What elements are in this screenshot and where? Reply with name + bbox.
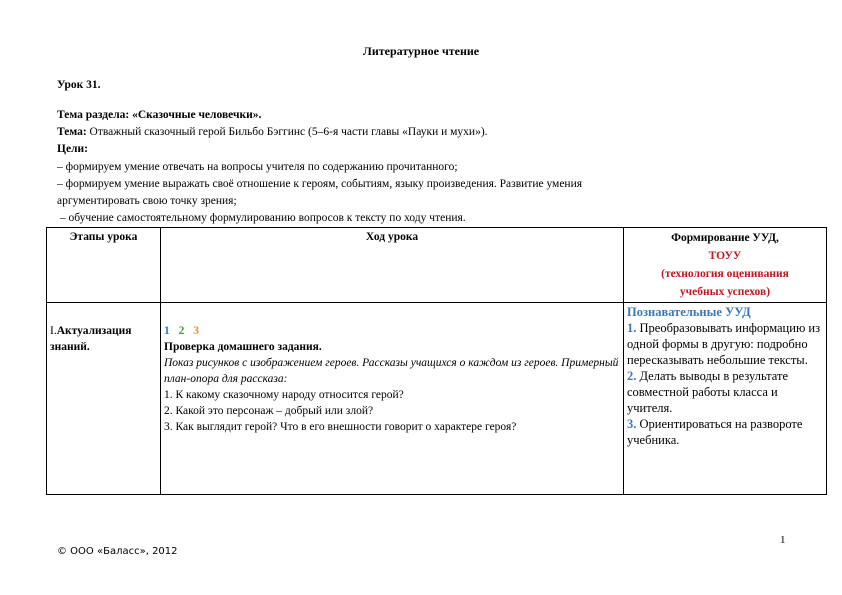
uud-item-number: 2. (627, 369, 637, 383)
header-uud-line3: (технология оценивания (661, 268, 789, 280)
lesson-table (46, 227, 827, 495)
footer-copyright: © ООО «Баласс», 2012 (57, 546, 178, 557)
uud-item (627, 416, 823, 448)
uud-item-number: 3. (627, 417, 637, 431)
uud-cell (624, 303, 827, 495)
level-numbers (164, 323, 620, 339)
header-course: Ход урока (161, 228, 624, 303)
uud-item-text: Преобразовывать информацию из одной формы в другую: подробно пересказывать небольшие тексты. (627, 321, 821, 367)
table-row (47, 303, 827, 495)
uud-item (627, 368, 823, 416)
level-1: 1 (164, 325, 170, 337)
theme-value: Отважный сказочный герой Бильбо Бэггинс (5–6-я части главы «Пауки и мухи»). (89, 126, 488, 138)
level-3: 3 (193, 325, 199, 337)
header-uud-line4: учебных успехов) (679, 286, 771, 298)
goal-item: – формируем умение выражать своё отношение к героям, событиям, языку произведения. Развитие умения (57, 178, 583, 190)
stage-name: Актуализация знаний. (50, 325, 132, 353)
section-theme-label: Тема раздела: (57, 109, 130, 121)
header-stages: Этапы урока (47, 228, 161, 303)
theme (57, 125, 488, 139)
stage-number: I. (50, 325, 57, 337)
uud-item-text: Ориентироваться на развороте учебника. (627, 417, 803, 447)
uud-title: Познавательные УУД (627, 305, 751, 319)
goal-item: – обучение самостоятельному формулированию вопросов к тексту по ходу чтения. (57, 212, 466, 224)
level-2: 2 (178, 325, 185, 337)
homework-check-title: Проверка домашнего задания. (164, 341, 322, 353)
uud-item-text: Делать выводы в результате совместной работы класса и учителя. (627, 369, 789, 415)
theme-label: Тема: (57, 126, 87, 138)
question-item: 2. Какой это персонаж – добрый или злой? (164, 405, 374, 417)
section-theme (57, 108, 261, 122)
page-number: 1 (780, 534, 786, 546)
page-title: Литературное чтение (362, 44, 480, 58)
instruction-text: Показ рисунков с изображением героев. Рассказы учащихся о каждом из героев. Примерный план-опора для рассказа: (164, 357, 619, 385)
section-theme-value: «Сказочные человечки». (132, 109, 262, 121)
stage-cell (47, 303, 161, 495)
table-header-row (47, 228, 827, 303)
question-item: 1. К какому сказочному народу относится герой? (164, 389, 404, 401)
course-cell (161, 303, 624, 495)
uud-item (627, 320, 823, 368)
header-uud (624, 228, 827, 303)
uud-item-number: 1. (627, 321, 637, 335)
goals-label: Цели: (57, 143, 88, 155)
question-item: 3. Как выглядит герой? Что в его внешности говорит о характере героя? (164, 421, 517, 433)
goal-item: аргументировать свою точку зрения; (57, 195, 237, 207)
header-uud-line1: Формирование УУД, (671, 232, 779, 244)
header-uud-toyy: ТОУУ (708, 250, 742, 262)
lesson-number: Урок 31. (57, 79, 101, 91)
goal-item: – формируем умение отвечать на вопросы учителя по содержанию прочитанного; (57, 161, 458, 173)
